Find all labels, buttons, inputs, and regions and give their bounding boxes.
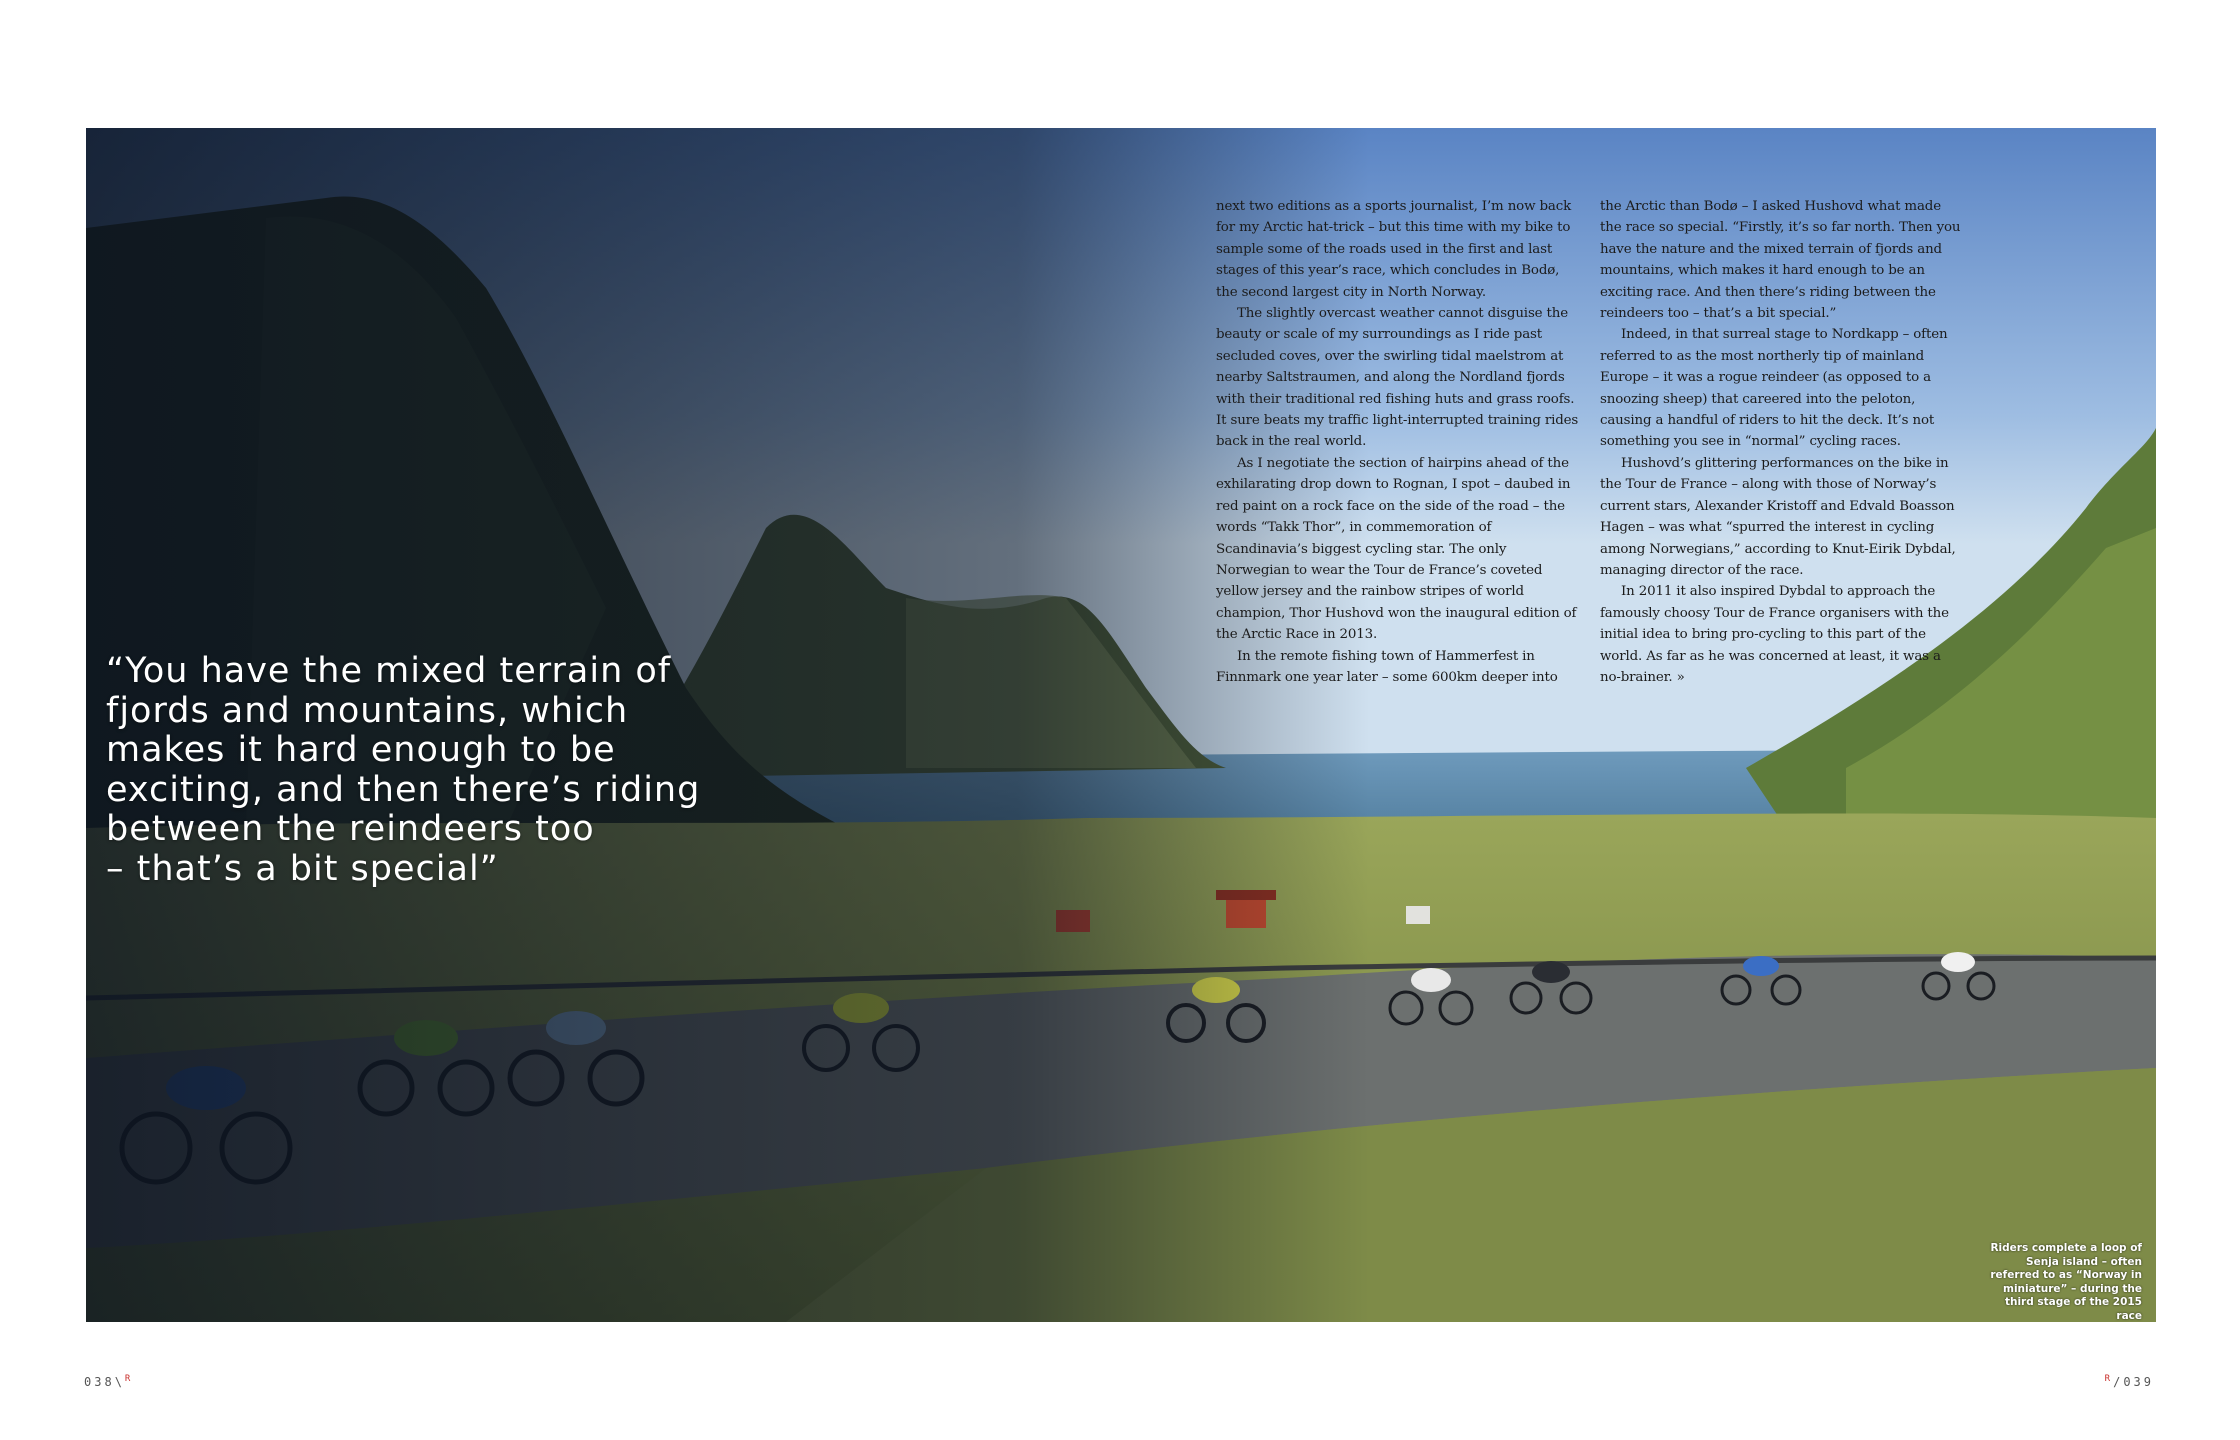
- column2-paragraph: In 2011 it also inspired Dybdal to approach the famously choosy Tour de France organisers with the initial idea to bring pro-cycling to this part of the world. As far as he was concerned at least, it was a no-brainer. »: [1600, 584, 1949, 685]
- article-column-1: [1216, 196, 1580, 688]
- pull-quote-line: fjords and mountains, which: [106, 690, 629, 731]
- pull-quote-line: “You have the mixed terrain of: [106, 651, 672, 691]
- pull-quote: [106, 652, 726, 889]
- pull-quote-line: makes it hard enough to be: [106, 730, 616, 770]
- pull-quote-line: exciting, and then there’s riding: [106, 769, 701, 810]
- folio-number: 039: [2123, 1375, 2154, 1389]
- column1-paragraph: The slightly overcast weather cannot disguise the beauty or scale of my surroundings as I ride past secluded coves, over the swirling tidal maelstrom at nearby Saltstraumen, and along the Nordland fjords with their traditional red fishing huts and grass roofs. It sure beats my traffic light-interrupted training rides back in the real world.: [1216, 306, 1579, 450]
- column2-paragraph: the Arctic than Bodø – I asked Hushovd what made the race so special. “Firstly, it’s so far north. Then you have the nature and the mixed terrain of fjords and mountains, which makes it hard enough to be an exciting race. And then there’s riding between the reindeers too – that’s a bit special.”: [1600, 199, 1961, 322]
- page-number-right: [2105, 1374, 2154, 1389]
- column2-paragraph: Indeed, in that surreal stage to Nordkapp – often referred to as the most northerly tip of mainland Europe – it was a rogue reindeer (as opposed to a snoozing sheep) that careered into the peloton, causing a handful of riders to hit the deck. It’s not something you see in “normal” cycling races.: [1600, 327, 1948, 450]
- column1-paragraph: In the remote fishing town of Hammerfest in Finnmark one year later – some 600km deeper into: [1216, 648, 1558, 685]
- pull-quote-line: between the reindeers too: [106, 809, 595, 849]
- column1-paragraph: next two editions as a sports journalist, I’m now back for my Arctic hat-trick – but this time with my bike to sample some of the roads used in the first and last stages of this year’s race, which concludes in Bodø, the second largest city in North Norway.: [1216, 199, 1572, 300]
- pull-quote-line: – that’s a bit special”: [106, 848, 499, 889]
- folio-separator: /: [2113, 1375, 2124, 1389]
- photo-caption: Riders complete a loop of Senja island – often referred to as “Norway in miniature” – during the third stage of the 2015 race: [1990, 1242, 2142, 1322]
- folio-mark-icon: R: [2104, 1374, 2114, 1384]
- folio-mark-icon: R: [124, 1374, 134, 1384]
- page-number-left: [84, 1374, 133, 1389]
- column1-paragraph: As I negotiate the section of hairpins ahead of the exhilarating drop down to Rognan, I spot – daubed in red paint on a rock face on the side of the road – the words “Takk Thor”, in commemoration of Scandinavia’s biggest cycling star. The only Norwegian to wear the Tour de France’s coveted yellow jersey and the rainbow stripes of world champion, Thor Hushovd won the inaugural edition of the Arctic Race in 2013.: [1216, 455, 1577, 643]
- folio-separator: \: [114, 1375, 125, 1389]
- article-column-2: [1600, 196, 1964, 688]
- column2-paragraph: Hushovd’s glittering performances on the bike in the Tour de France – along with those of Norway’s current stars, Alexander Kristoff and Edvald Boasson Hagen – was what “spurred the interest in cycling among Norwegians,” according to Knut-Eirik Dybdal, managing director of the race.: [1600, 455, 1956, 578]
- folio-number: 038: [84, 1375, 115, 1389]
